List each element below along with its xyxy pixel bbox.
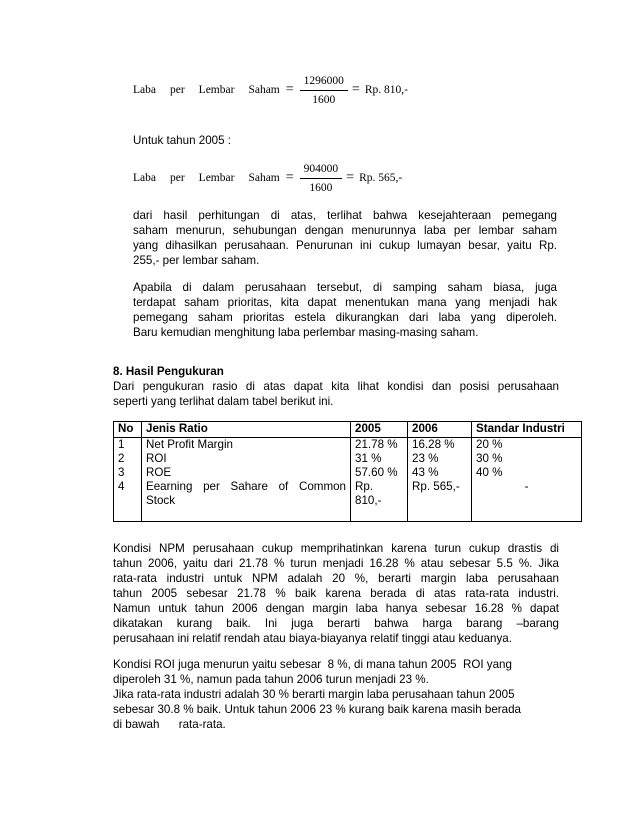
cell-line: 43 %	[412, 466, 439, 479]
paragraph-roi-analysis	[113, 657, 559, 732]
formula-word: Saham	[248, 172, 280, 184]
text-line: perusahaan ini relatif rendah atau biaya-biayanya relatif tinggi atau keduanya.	[113, 632, 512, 645]
fraction-numerator: 1296000	[300, 75, 348, 91]
cell-line: 40 %	[476, 466, 503, 479]
table-cell-ratio	[142, 438, 351, 522]
equals-sign: =	[285, 82, 294, 97]
equals-sign: =	[346, 170, 355, 185]
table-cell-standar	[472, 438, 582, 522]
fraction	[300, 163, 343, 194]
text-line: dari hasil perhitungan di atas, terlihat bahwa kesejahteraan pemegang	[133, 209, 557, 222]
text-line: Kondisi NPM perusahaan cukup memprihatinkan karena turun cukup drastis di	[113, 542, 559, 555]
formula-word: Lembar	[198, 84, 235, 96]
cell-line: Rp.	[355, 480, 374, 493]
formula-result	[352, 82, 408, 98]
header-2005: 2005	[351, 422, 408, 438]
fraction-denominator: 1600	[312, 93, 336, 106]
ratio-table	[113, 421, 582, 522]
text-line: Kondisi ROI juga menurun yaitu sebesar 8 %, di mana tahun 2005 ROI yang	[113, 658, 512, 671]
formula-word: per	[169, 172, 185, 184]
formula-word: Laba	[133, 172, 156, 184]
cell-line: 2	[118, 452, 125, 465]
cell-line: ROI	[146, 452, 167, 465]
header-no: No	[114, 422, 142, 438]
text-line: diperoleh 31 %, namun pada tahun 2006 turun menjadi 23 %.	[113, 673, 429, 686]
text-line: seperti yang terlihat dalam tabel berikut ini.	[113, 395, 334, 408]
cell-line: 57.60 %	[355, 466, 398, 479]
cell-line: 20 %	[476, 438, 503, 451]
cell-line: 810,-	[355, 494, 382, 507]
cell-line: Stock	[146, 494, 175, 507]
cell-line: 1	[118, 438, 125, 451]
cell-line: 30 %	[476, 452, 503, 465]
result-value: Rp. 565,-	[359, 172, 403, 184]
paragraph-npm-analysis	[113, 541, 559, 646]
formula-result	[346, 170, 402, 186]
cell-line: 3	[118, 466, 125, 479]
text-line: dikatakan kurang baik. Ini juga berarti bahwa harga barang –barang	[113, 617, 559, 630]
formula-word: Laba	[133, 84, 156, 96]
year-label: Untuk tahun 2005 :	[133, 134, 231, 147]
cell-line: Net Profit Margin	[146, 438, 233, 451]
result-value: Rp. 810,-	[364, 84, 408, 96]
text-line: di bawah rata-rata.	[113, 718, 226, 731]
section-intro	[113, 379, 559, 409]
formula-word: Saham	[248, 84, 280, 96]
text-line: pemegang saham prioritas estela dikurangkan dari laba yang diperoleh.	[133, 311, 557, 324]
text-line: sebesar 30.8 % baik. Untuk tahun 2006 23 % kurang baik karena masih berada	[113, 703, 521, 716]
table-header-row	[114, 422, 582, 438]
text-line: 255,- per lembar saham.	[133, 254, 260, 267]
table-cell-2006	[408, 438, 472, 522]
eps-formula-2006	[133, 158, 402, 198]
text-line: yang dihasilkan perusahaan. Penurunan ini cukup lumayan besar, yaitu Rp.	[133, 239, 557, 252]
text-line: Dari pengukuran rasio di atas dapat kita lihat kondisi dan posisi perusahaan	[113, 380, 559, 393]
cell-line: -	[524, 480, 529, 493]
cell-line: 16.28 %	[412, 438, 455, 451]
cell-line: 31 %	[355, 452, 382, 465]
text-line: Jika rata-rata industri adalah 30 % berarti margin laba perusahaan tahun 2005	[113, 688, 515, 701]
text-line: Baru kemudian menghitung laba perlembar masing-masing saham.	[133, 326, 479, 339]
text-line: saham menurun, sehubungan dengan menurunnya laba per lembar saham	[133, 224, 557, 237]
header-jenis-ratio: Jenis Ratio	[142, 422, 351, 438]
text-line: tahun 2005 sebesar 21.78 % baik karena berada di atas rata-rata industri.	[113, 587, 559, 600]
cell-line: 21.78 %	[355, 438, 398, 451]
formula-word: Lembar	[198, 172, 235, 184]
equals-sign: =	[285, 170, 294, 185]
text-line: rata-rata industri untuk NPM adalah 20 %, berarti margin laba perusahaan	[113, 572, 559, 585]
text-line: tahun 2006, yaitu dari 21.78 % turun menjadi 16.28 % atau sebesar 5.5 %. Jika	[113, 557, 559, 570]
table-row	[114, 438, 582, 522]
text-line: Apabila di dalam perusahaan tersebut, di samping saham biasa, juga	[133, 281, 557, 294]
section-heading: 8. Hasil Pengukuran	[113, 365, 224, 378]
fraction-denominator: 1600	[309, 181, 333, 194]
header-2006: 2006	[408, 422, 472, 438]
table-cell-2005	[351, 438, 408, 522]
fraction-numerator: 904000	[300, 163, 343, 179]
cell-line: ROE	[146, 466, 172, 479]
equals-sign: =	[351, 82, 360, 97]
formula-label	[133, 84, 284, 96]
formula-label	[133, 172, 284, 184]
cell-line: Rp. 565,-	[412, 480, 460, 493]
paragraph-eps-conclusion	[133, 208, 557, 268]
text-line: Namun untuk tahun 2006 dengan margin laba hanya sebesar 16.28 % dapat	[113, 602, 559, 615]
fraction	[300, 75, 348, 106]
paragraph-preferred-stock	[133, 280, 557, 340]
eps-formula-2005	[133, 70, 408, 110]
table-cell-no	[114, 438, 142, 522]
cell-line: 23 %	[412, 452, 439, 465]
formula-word: per	[169, 84, 185, 96]
cell-line: Eearning per Sahare of Common	[146, 480, 346, 493]
text-line: terdapat saham prioritas, kita dapat menentukan mana yang menjadi hak	[133, 296, 557, 309]
cell-line: 4	[118, 480, 125, 493]
header-standar-industri: Standar Industri	[472, 422, 582, 438]
